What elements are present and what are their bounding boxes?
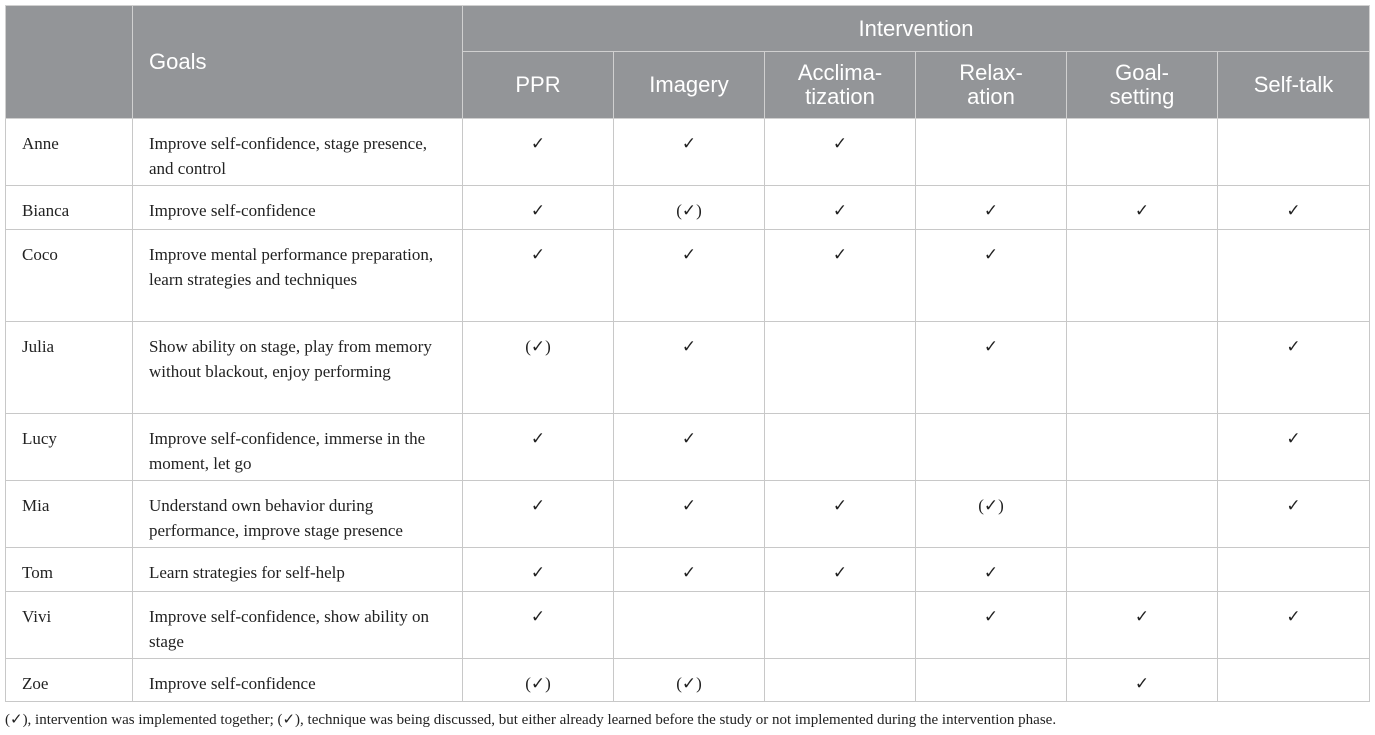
goal-text: Improve self-confidence, immerse in the moment, let go (133, 414, 463, 481)
check-mark-cell: ✓ (765, 548, 916, 592)
table-row (6, 414, 1370, 481)
header-row-group (6, 6, 1370, 52)
check-mark-cell: ✓ (614, 119, 765, 186)
intervention-header-line: ation (967, 84, 1015, 109)
check-mark-cell (916, 659, 1067, 702)
check-mark-cell: (✓) (916, 481, 1067, 548)
check-mark-cell (765, 592, 916, 659)
participant-name: Anne (6, 119, 133, 186)
check-mark-cell: ✓ (916, 592, 1067, 659)
table-row (6, 322, 1370, 414)
check-mark-cell (1067, 322, 1218, 414)
intervention-header-line: Relax- (959, 60, 1023, 85)
participant-name: Bianca (6, 186, 133, 230)
goal-text: Improve self-confidence (133, 186, 463, 230)
check-mark-cell: ✓ (1218, 322, 1370, 414)
intervention-header (1218, 52, 1370, 119)
check-mark-cell: ✓ (1067, 592, 1218, 659)
goal-text: Improve mental performance preparation, learn strategies and techniques (133, 230, 463, 322)
check-mark-cell: ✓ (765, 119, 916, 186)
check-mark-cell: ✓ (1067, 659, 1218, 702)
check-mark-cell: ✓ (614, 481, 765, 548)
check-mark-cell: ✓ (463, 119, 614, 186)
check-mark-cell: ✓ (614, 322, 765, 414)
intervention-header (765, 52, 916, 119)
check-mark-cell: (✓) (463, 659, 614, 702)
check-mark-cell: ✓ (463, 186, 614, 230)
intervention-table (5, 5, 1370, 702)
participant-name: Mia (6, 481, 133, 548)
participant-name: Vivi (6, 592, 133, 659)
check-mark-cell: ✓ (463, 414, 614, 481)
intervention-header-line: Imagery (649, 72, 729, 97)
check-mark-cell: (✓) (614, 186, 765, 230)
intervention-header (463, 52, 614, 119)
intervention-header (614, 52, 765, 119)
table-row (6, 481, 1370, 548)
check-mark-cell (916, 119, 1067, 186)
header-empty-cell (6, 6, 133, 119)
check-mark-cell: (✓) (463, 322, 614, 414)
table-row (6, 592, 1370, 659)
check-mark-cell (1067, 119, 1218, 186)
goal-text: Understand own behavior during performance, improve stage presence (133, 481, 463, 548)
table-row (6, 230, 1370, 322)
participant-name: Lucy (6, 414, 133, 481)
check-mark-cell: ✓ (1218, 186, 1370, 230)
goal-text: Improve self-confidence (133, 659, 463, 702)
check-mark-cell: ✓ (765, 481, 916, 548)
goal-text: Improve self-confidence, show ability on stage (133, 592, 463, 659)
check-mark-cell (1218, 659, 1370, 702)
check-mark-cell (614, 592, 765, 659)
check-mark-cell: ✓ (614, 414, 765, 481)
table-footnote: (✓), intervention was implemented together; (✓), technique was being discussed, but either already learned before the study or not implemented during the intervention phase. (5, 712, 1057, 728)
check-mark-cell: ✓ (614, 230, 765, 322)
check-mark-cell (1067, 548, 1218, 592)
table-row (6, 548, 1370, 592)
table-row (6, 186, 1370, 230)
check-mark-cell (1218, 119, 1370, 186)
check-mark-cell: ✓ (614, 548, 765, 592)
table-row (6, 659, 1370, 702)
check-mark-cell: ✓ (1218, 592, 1370, 659)
check-mark-cell (1218, 548, 1370, 592)
check-mark-cell: ✓ (916, 548, 1067, 592)
check-mark-cell: ✓ (765, 186, 916, 230)
check-mark-cell (1067, 414, 1218, 481)
check-mark-cell: ✓ (463, 230, 614, 322)
participant-name: Julia (6, 322, 133, 414)
check-mark-cell (1067, 230, 1218, 322)
intervention-header-line: Goal- (1115, 60, 1169, 85)
intervention-header-line: PPR (515, 72, 561, 97)
check-mark-cell: ✓ (916, 230, 1067, 322)
check-mark-cell: ✓ (916, 186, 1067, 230)
intervention-header-line: Acclima- (797, 60, 883, 85)
check-mark-cell: ✓ (1067, 186, 1218, 230)
check-mark-cell: ✓ (463, 481, 614, 548)
check-mark-cell (765, 414, 916, 481)
goal-text: Learn strategies for self-help (133, 548, 463, 592)
check-mark-cell (765, 322, 916, 414)
intervention-header-line: Self-talk (1253, 72, 1334, 97)
participant-name: Coco (6, 230, 133, 322)
goal-text: Show ability on stage, play from memory without blackout, enjoy performing (133, 322, 463, 414)
intervention-group-header: Intervention (463, 6, 1370, 52)
check-mark-cell (1067, 481, 1218, 548)
intervention-header (916, 52, 1067, 119)
intervention-header-line: setting (1109, 84, 1175, 109)
intervention-header (1067, 52, 1218, 119)
table-body (6, 119, 1370, 702)
intervention-header-line: tization (805, 84, 875, 109)
participant-name: Zoe (6, 659, 133, 702)
check-mark-cell: ✓ (916, 322, 1067, 414)
check-mark-cell (916, 414, 1067, 481)
check-mark-cell: ✓ (1218, 481, 1370, 548)
table-row (6, 119, 1370, 186)
participant-name: Tom (6, 548, 133, 592)
check-mark-cell: (✓) (614, 659, 765, 702)
check-mark-cell: ✓ (463, 548, 614, 592)
check-mark-cell: ✓ (765, 230, 916, 322)
goal-text: Improve self-confidence, stage presence, and control (133, 119, 463, 186)
check-mark-cell: ✓ (1218, 414, 1370, 481)
check-mark-cell: ✓ (463, 592, 614, 659)
goals-header: Goals (133, 6, 463, 119)
check-mark-cell (765, 659, 916, 702)
check-mark-cell (1218, 230, 1370, 322)
